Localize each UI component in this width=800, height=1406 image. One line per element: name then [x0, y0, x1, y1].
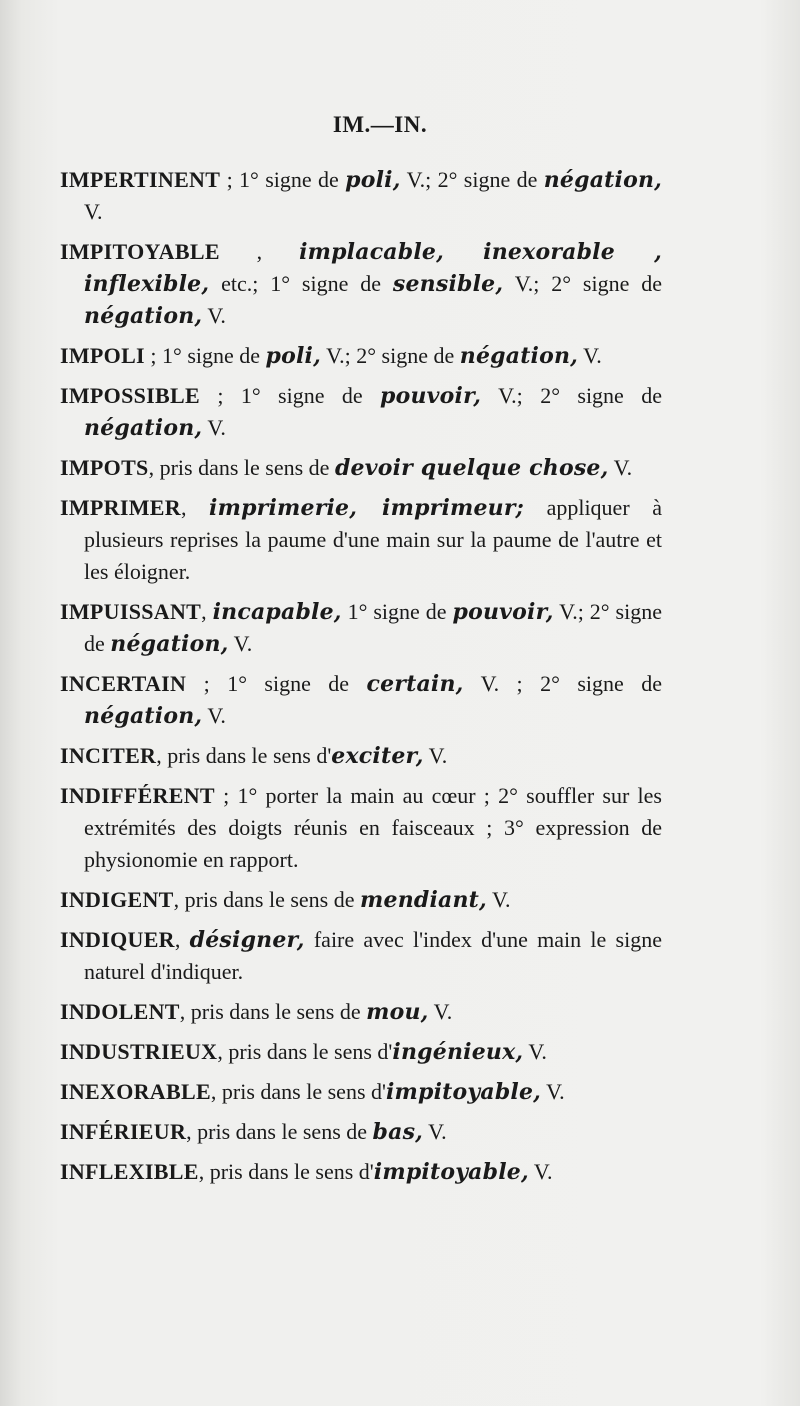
entry-headword: IMPOLI	[60, 343, 145, 368]
entry-headword: INEXORABLE	[60, 1079, 211, 1104]
entry-reference: poli,	[265, 343, 321, 369]
dictionary-entry	[60, 452, 662, 484]
entry-headword: IMPERTINENT	[60, 167, 221, 192]
running-header: IM.—IN.	[332, 112, 428, 137]
entry-text: V.; 2° signe de	[400, 167, 544, 192]
entry-headword: INDIQUER	[60, 927, 175, 952]
entry-reference: négation,	[84, 703, 203, 729]
dictionary-entry	[60, 236, 662, 332]
entry-reference: imprimerie, imprimeur;	[209, 495, 524, 521]
entry-reference: pouvoir,	[452, 599, 554, 625]
entry-text: V.	[84, 199, 103, 224]
entry-text: V.	[202, 415, 226, 440]
entry-headword: INCERTAIN	[60, 671, 187, 696]
entry-reference: négation,	[84, 415, 203, 441]
entry-text: ; 1° signe de	[199, 383, 381, 408]
entry-reference: négation,	[459, 343, 579, 369]
entry-headword: IMPUISSANT	[60, 599, 202, 624]
entry-reference: négation,	[84, 303, 203, 329]
entry-text: V.	[523, 1039, 547, 1064]
entry-text: ,	[201, 599, 213, 624]
entry-reference: négation,	[110, 631, 229, 657]
entry-text: V.	[541, 1079, 565, 1104]
entry-headword: IMPOTS	[60, 455, 149, 480]
dictionary-entry	[60, 1156, 662, 1188]
entry-reference: désigner,	[189, 927, 305, 953]
dictionary-entry	[60, 1036, 662, 1068]
dictionary-entry	[60, 1116, 662, 1148]
entry-text: V.	[608, 455, 633, 480]
entry-text: V. ; 2° signe de	[463, 671, 662, 696]
entry-text: , pris dans le sens d'	[198, 1159, 374, 1184]
dictionary-entry	[60, 668, 662, 732]
entry-text: V.	[423, 743, 448, 768]
entry-text: V.; 2° signe de	[481, 383, 662, 408]
entry-reference: ingénieux,	[392, 1039, 524, 1065]
entry-reference: sensible,	[392, 271, 504, 297]
entry-text: appliquer à plusieurs reprises la paume d'une main sur la paume de l'autre et les éloigner.	[84, 495, 662, 584]
entry-text: V.	[423, 1119, 447, 1144]
entry-text: V.	[428, 999, 453, 1024]
entry-reference: bas,	[372, 1119, 424, 1145]
entry-headword: INCITER	[60, 743, 157, 768]
entry-text: , pris dans le sens de	[148, 455, 335, 480]
entry-headword: INFÉRIEUR	[60, 1119, 187, 1144]
entry-text: , pris dans le sens d'	[217, 1039, 393, 1064]
entry-headword: IMPITOYABLE	[60, 239, 220, 264]
entry-headword: INDOLENT	[60, 999, 180, 1024]
entry-text: , pris dans le sens de	[173, 887, 361, 912]
entry-text: ,	[219, 239, 300, 264]
entry-text: , pris dans le sens d'	[210, 1079, 386, 1104]
entry-text: , pris dans le sens d'	[156, 743, 332, 768]
entry-text: ,	[174, 927, 190, 952]
entry-reference: mendiant,	[360, 887, 487, 913]
dictionary-entry	[60, 996, 662, 1028]
entry-headword: IMPRIMER	[60, 495, 181, 520]
entry-text: ; 1° signe de	[220, 167, 346, 192]
entry-text: , pris dans le sens de	[186, 1119, 373, 1144]
entry-text: ; 1° porter la main au cœur ; 2° souffler sur les extrémités des doigts réunis en faisceaux ; 3° expression de physionomie en rapport.	[84, 783, 662, 872]
entry-text: 1° signe de	[341, 599, 453, 624]
entry-headword: INFLEXIBLE	[60, 1159, 199, 1184]
entry-text: V.	[228, 631, 253, 656]
entry-text: V.; 2° signe de	[320, 343, 460, 368]
dictionary-entry	[60, 740, 662, 772]
entry-reference: poli,	[345, 167, 401, 193]
entry-text: V.	[202, 703, 226, 728]
entry-text: V.; 2° signe de	[84, 599, 662, 656]
entry-reference: impitoyable,	[385, 1079, 542, 1105]
entry-reference: pouvoir,	[380, 383, 482, 409]
dictionary-entry	[60, 380, 662, 444]
entry-headword: INDUSTRIEUX	[60, 1039, 218, 1064]
dictionary-entry	[60, 780, 662, 876]
dictionary-entry	[60, 884, 662, 916]
entry-reference: certain,	[366, 671, 464, 697]
entry-reference: impitoyable,	[373, 1159, 529, 1185]
entry-text: V.	[578, 343, 602, 368]
dictionary-entry	[60, 924, 662, 988]
dictionary-entry	[60, 340, 662, 372]
entry-reference: négation,	[543, 167, 662, 193]
entry-reference: exciter,	[331, 743, 424, 769]
entry-text: V.	[202, 303, 226, 328]
entry-text: ,	[180, 495, 210, 520]
entry-text: ; 1° signe de	[144, 343, 266, 368]
dictionary-entry	[60, 164, 662, 228]
entry-reference: devoir quelque chose,	[334, 455, 609, 481]
entry-text: V.	[528, 1159, 553, 1184]
entry-reference: incapable,	[212, 599, 342, 625]
entry-reference: mou,	[366, 999, 429, 1025]
entry-text: faire avec l'index d'une main le signe naturel d'indiquer.	[84, 927, 662, 984]
entry-text: V.; 2° signe de	[503, 271, 662, 296]
entry-text: ; 1° signe de	[186, 671, 367, 696]
dictionary-entry	[60, 1076, 662, 1108]
entry-list	[60, 164, 662, 1188]
entry-headword: IMPOSSIBLE	[60, 383, 200, 408]
dictionary-entry	[60, 596, 662, 660]
entry-reference: implacable, inexorable , inflexible,	[84, 239, 662, 297]
entry-text: , pris dans le sens de	[179, 999, 367, 1024]
entry-text: V.	[486, 887, 511, 912]
entry-text: etc.; 1° signe de	[209, 271, 393, 296]
dictionary-entry	[60, 492, 662, 588]
entry-headword: INDIFFÉRENT	[60, 783, 215, 808]
entry-headword: INDIGENT	[60, 887, 174, 912]
